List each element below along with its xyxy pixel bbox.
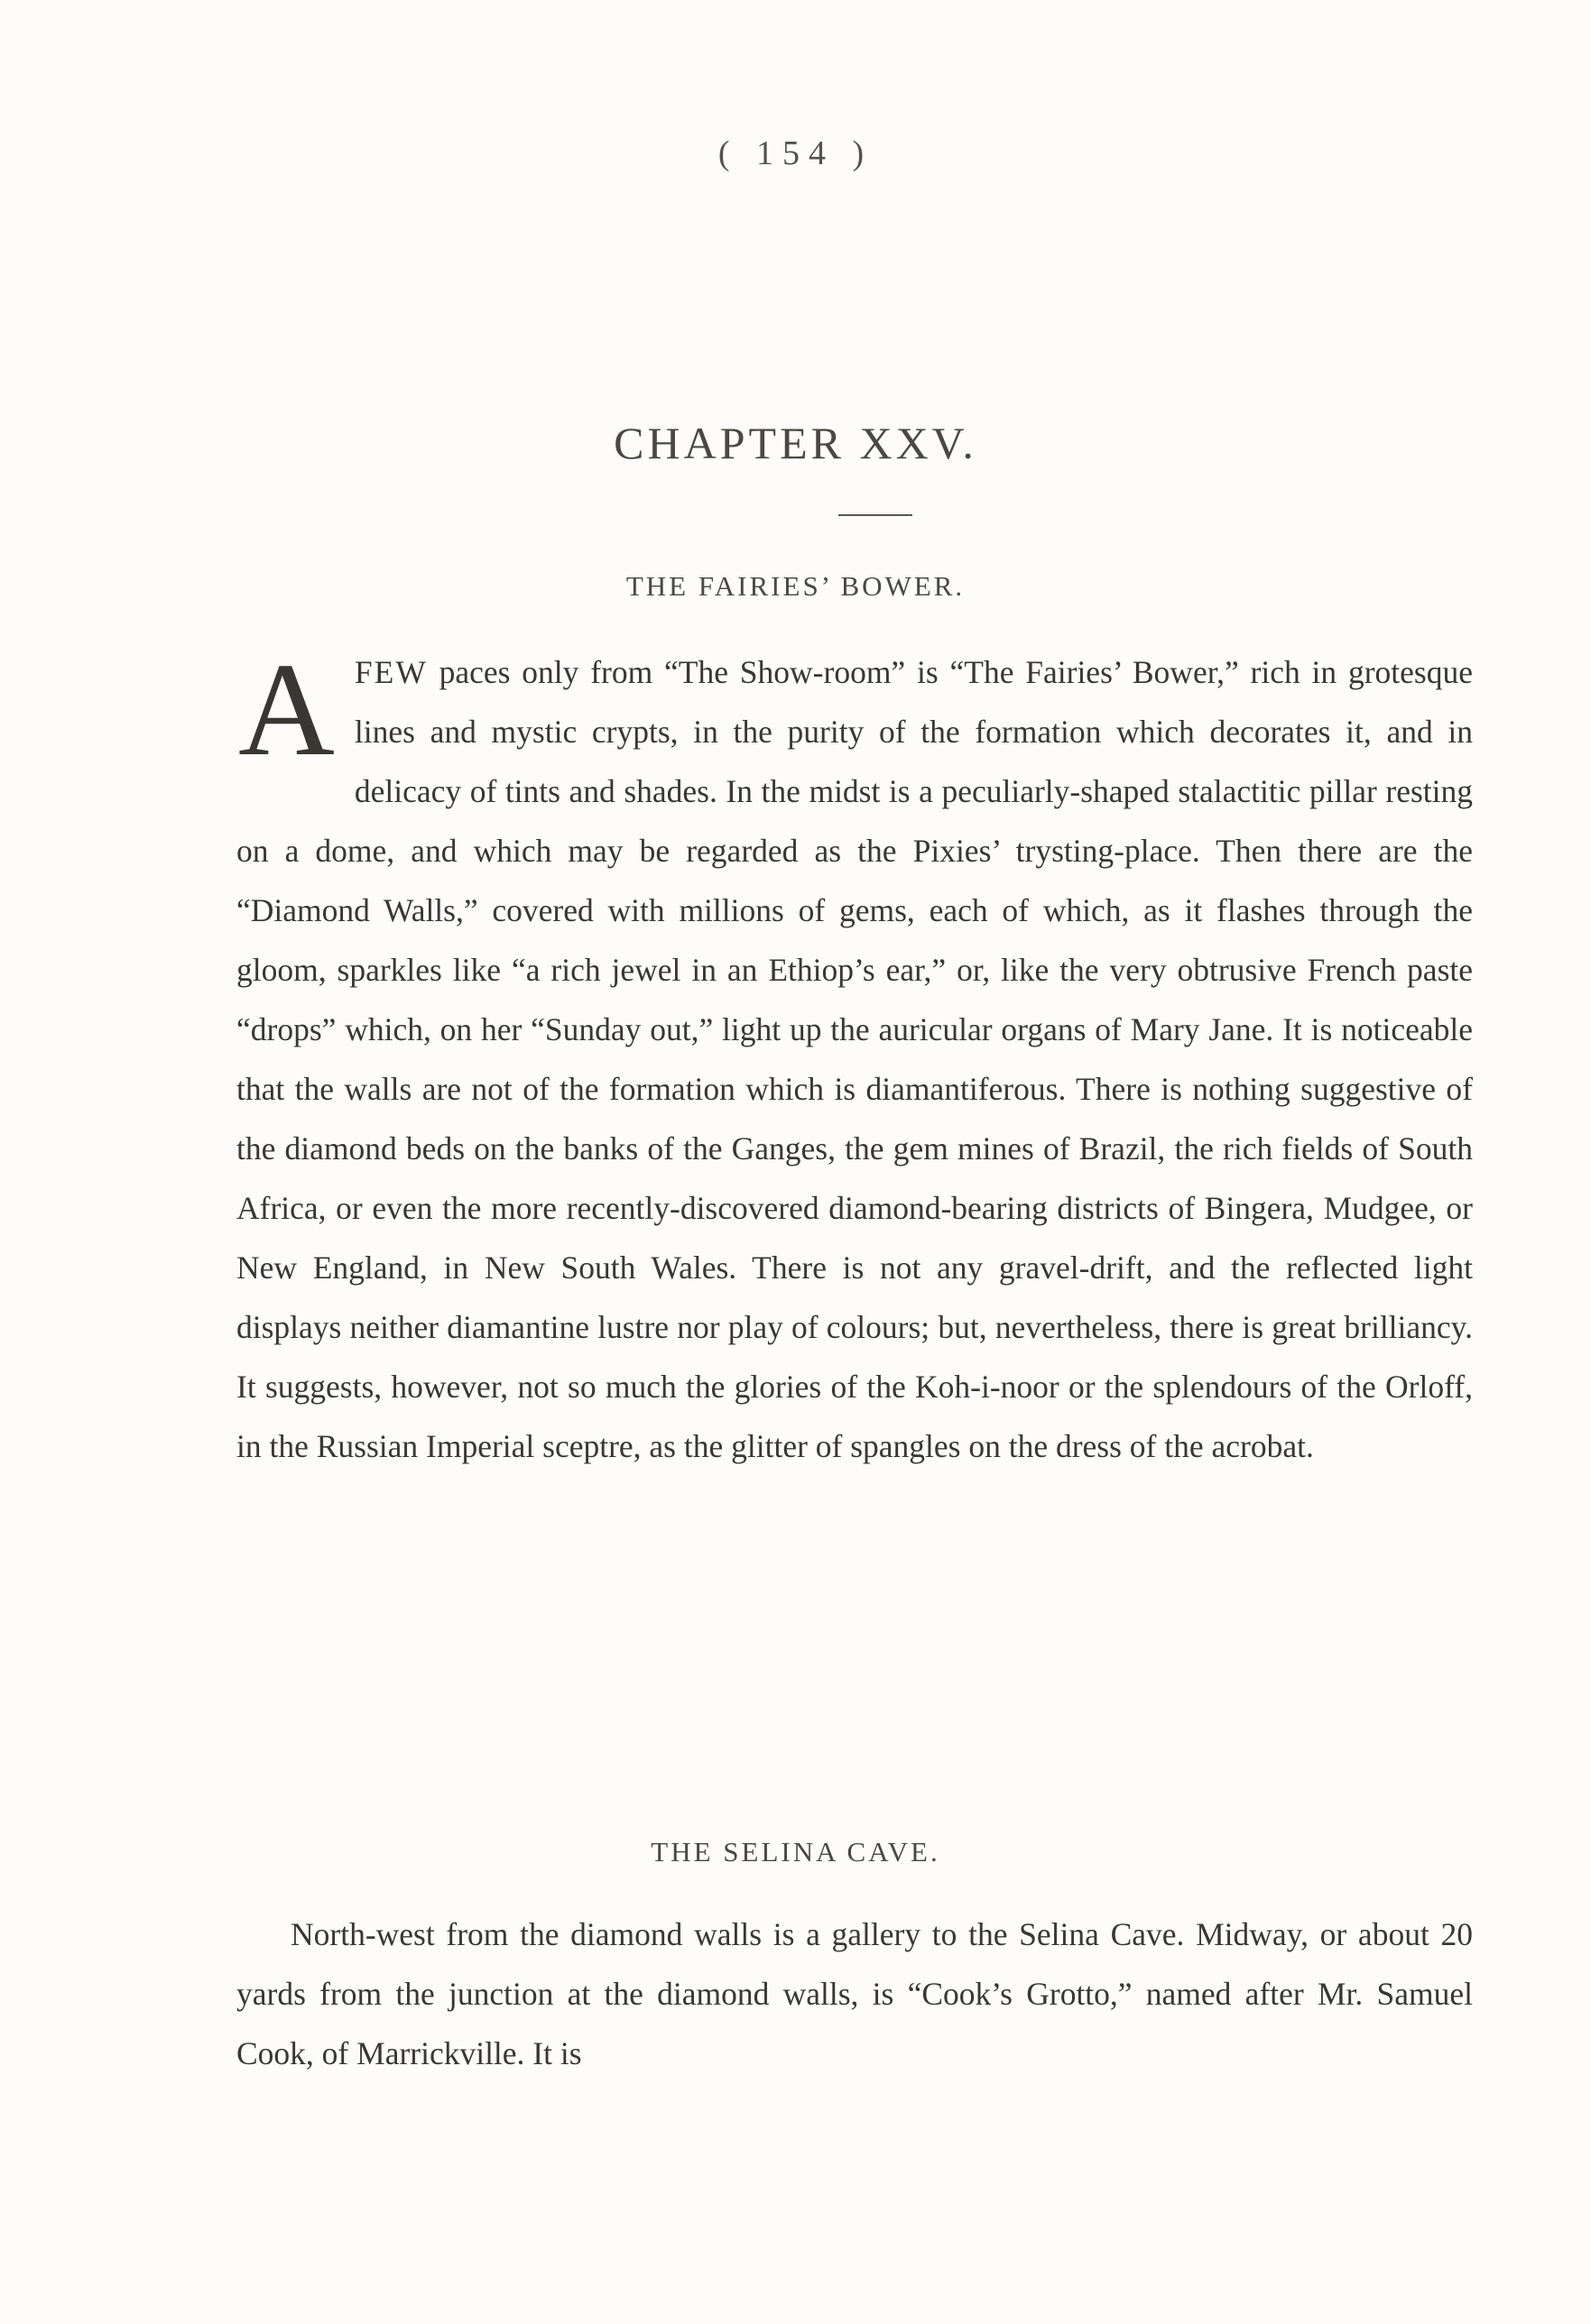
section-heading-selina-cave: THE SELINA CAVE.	[651, 1836, 940, 1868]
paragraph-fairies-bower	[236, 636, 1473, 1476]
drop-cap: A	[238, 636, 335, 784]
lead-word: FEW	[354, 654, 428, 690]
paragraph-selina-cave: North-west from the diamond walls is a gallery to the Selina Cave. Midway, or about 20 yards from the junction at the diamond walls, is “Cook’s Grotto,” named after Mr. Samuel Cook, of Marrickville. It is	[236, 1916, 1473, 2071]
title-rule	[838, 514, 912, 516]
page-number: ( 154 )	[717, 134, 874, 172]
chapter-title: CHAPTER XXV.	[614, 418, 977, 468]
section-heading-fairies-bower: THE FAIRIES’ BOWER.	[625, 570, 966, 602]
paragraph-body: paces only from “The Show-room” is “The Fairies’ Bower,” rich in grotesque lines and mystic crypts, in the purity of the formation which decorates it, and in delicacy of tints and shades. In the midst is a peculiarly-shaped stalactitic pillar resting on a dome, and which may be regarded as the Pixies’ trysting-place. Then there are the “Diamond Walls,” covered with millions of gems, each of which, as it flashes through the gloom, sparkles like “a rich jewel in an Ethiop’s ear,” or, like the very obtrusive French paste “drops” which, on her “Sunday out,” light up the auricular organs of Mary Jane. It is noticeable that the walls are not of the formation which is diamantiferous. There is nothing suggestive of the diamond beds on the banks of the Ganges, the gem mines of Brazil, the rich fields of South Africa, or even the more recently-discovered diamond-bearing districts of Bingera, Mudgee, or New England, in New South Wales. There is not any gravel-drift, and the reflected light displays neither diamantine lustre nor play of colours; but, nevertheless, there is great brilliancy. It suggests, however, not so much the glories of the Koh-i-noor or the splendours of the Orloff, in the Russian Imperial sceptre, as the glitter of spangles on the dress of the acrobat.	[236, 654, 1473, 1464]
